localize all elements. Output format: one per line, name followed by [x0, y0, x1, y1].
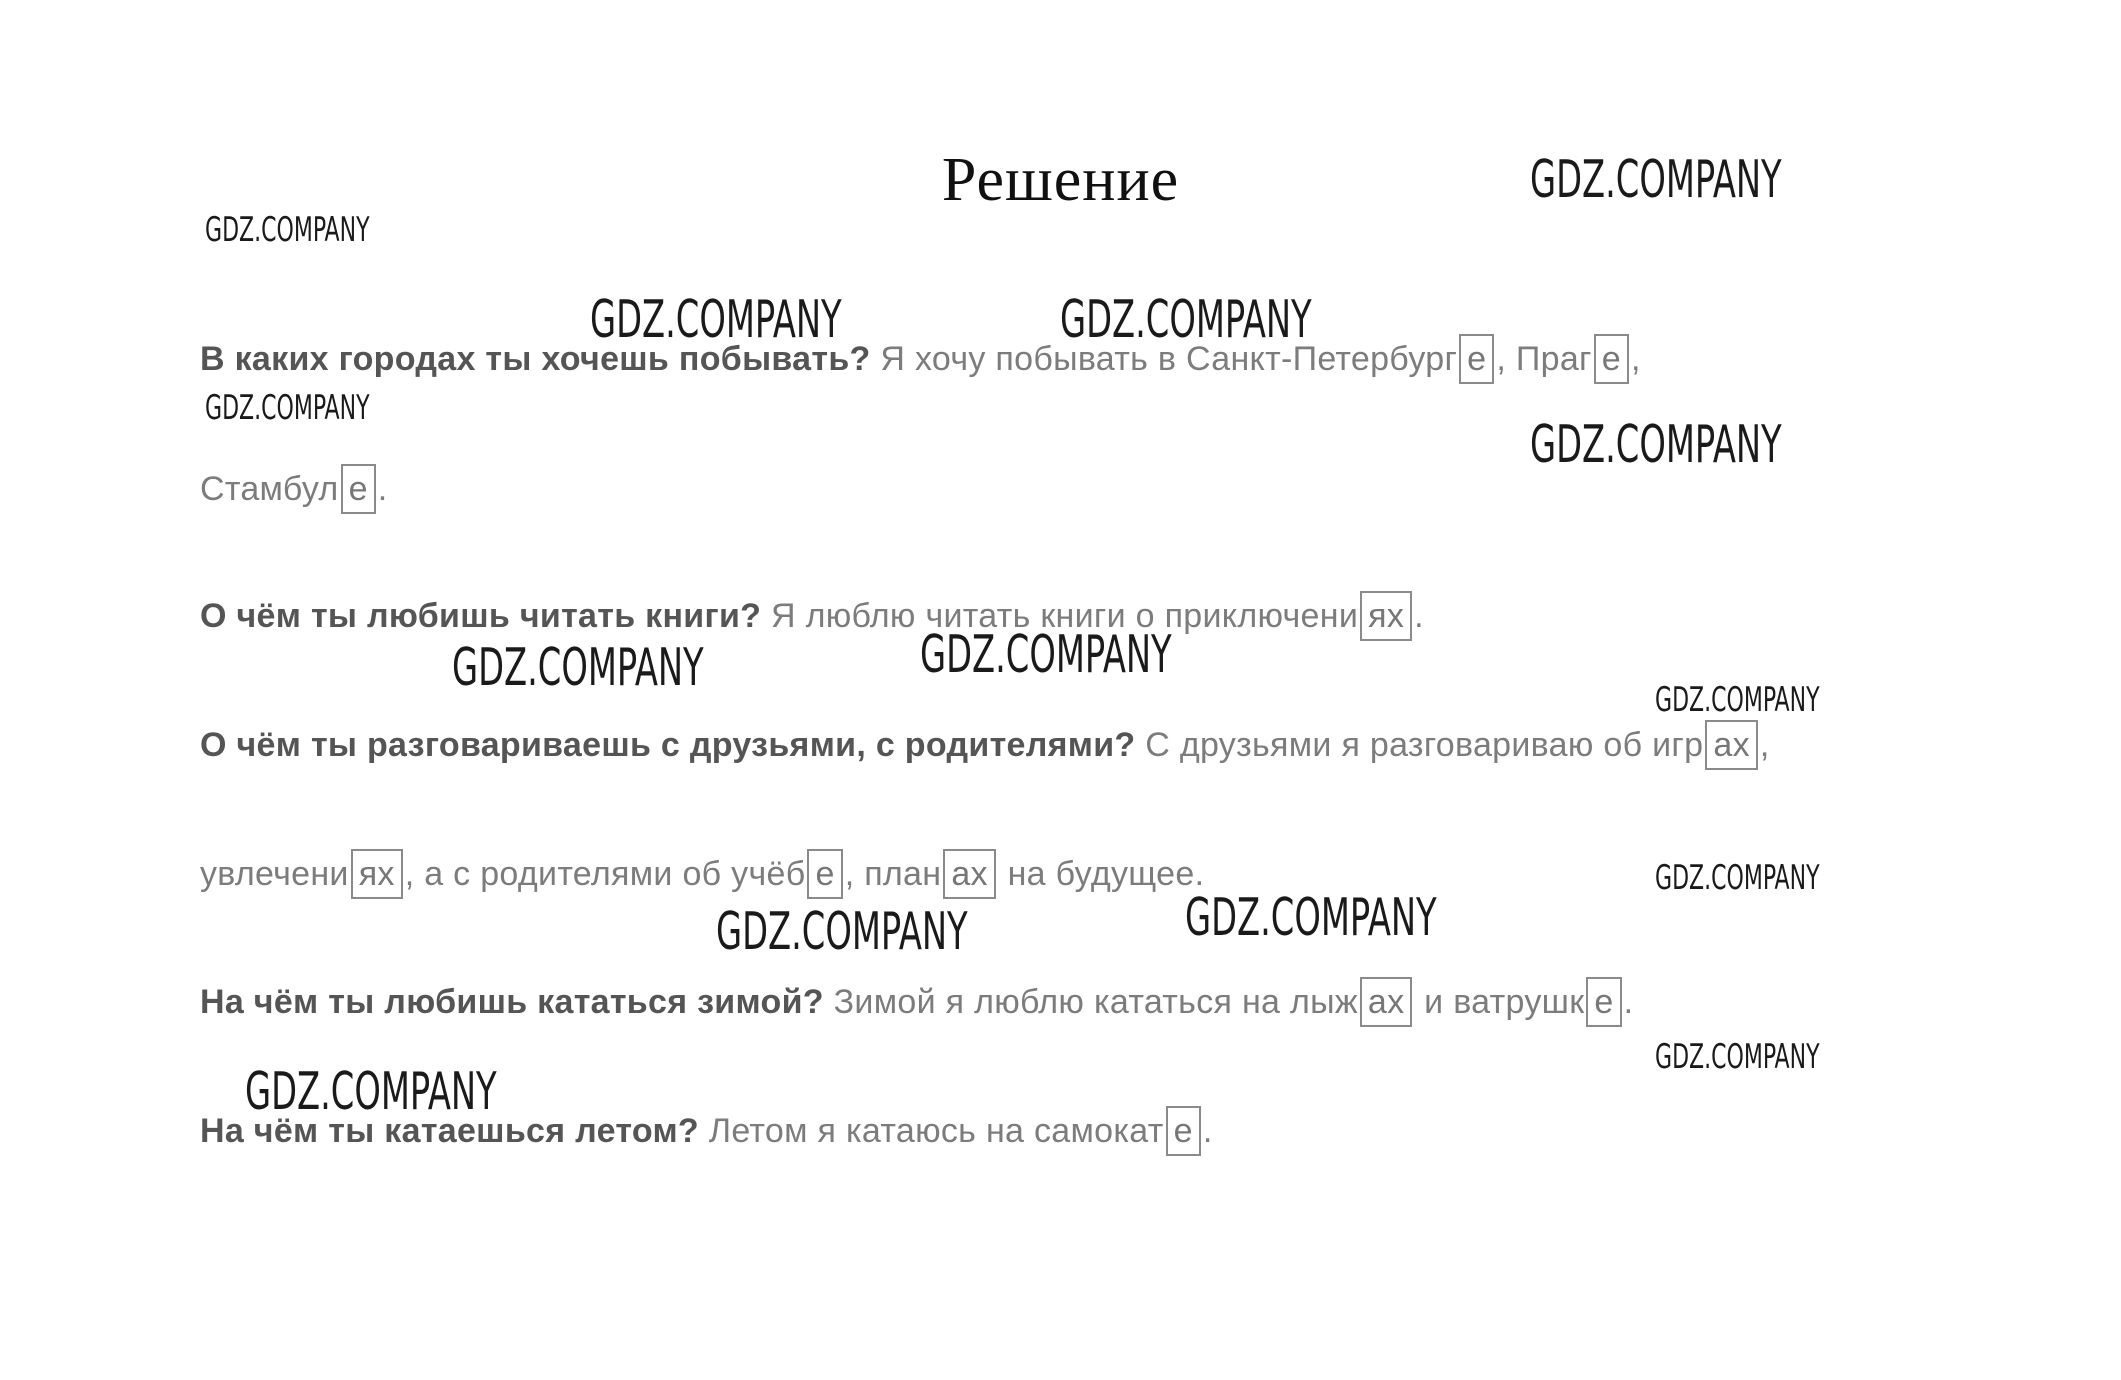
question-text: О чём ты разговариваешь с друзьями, с родителями? [200, 726, 1136, 764]
watermark: GDZ.COMPANY [1185, 888, 1437, 948]
answer-line-1 [200, 330, 1641, 388]
answer-text: Зимой я люблю кататься на лыж [823, 983, 1358, 1021]
answer-text: . [1623, 983, 1634, 1021]
watermark: GDZ.COMPANY [1530, 415, 1782, 475]
answer-text: . [1414, 597, 1424, 635]
answer-line-5 [200, 845, 1204, 903]
ending-box: ях [1360, 591, 1412, 641]
answer-text: . [377, 470, 388, 508]
watermark: GDZ.COMPANY [1655, 680, 1820, 720]
answer-line-6 [200, 973, 1633, 1031]
question-text: О чём ты любишь читать книги? [200, 597, 762, 635]
answer-text: , Праг [1496, 340, 1592, 378]
page-title: Решение [941, 146, 1180, 214]
watermark: GDZ.COMPANY [716, 902, 968, 962]
ending-box: ах [1360, 977, 1413, 1027]
answer-text: Стамбул [200, 470, 339, 508]
answer-text: Летом я катаюсь на самокат [698, 1112, 1164, 1150]
watermark: GDZ.COMPANY [245, 1062, 497, 1122]
answer-line-3 [200, 587, 1424, 645]
answer-line-2 [200, 460, 388, 518]
question-text: В каких городах ты хочешь побывать? [200, 340, 871, 378]
answer-text: Я люблю читать книги о приключени [761, 597, 1359, 635]
answer-text: Я хочу побывать в Санкт-Петербург [870, 340, 1458, 378]
watermark: GDZ.COMPANY [205, 210, 370, 250]
answer-line-4 [200, 716, 1770, 774]
watermark: GDZ.COMPANY [590, 290, 842, 350]
answer-text: увлечени [200, 855, 349, 893]
answer-text: , [1630, 340, 1641, 378]
ending-box: е [807, 849, 842, 899]
ending-box: е [341, 464, 376, 514]
answer-text: С друзьями я разговариваю об игр [1135, 726, 1704, 764]
ending-box: е [1594, 334, 1629, 384]
answer-text: на будущее. [997, 855, 1205, 893]
ending-box: ах [943, 849, 996, 899]
ending-box: е [1459, 334, 1494, 384]
answer-text: . [1202, 1112, 1213, 1150]
ending-box: ах [1705, 720, 1758, 770]
watermark: GDZ.COMPANY [1530, 150, 1782, 210]
answer-text: , а с родителями об учёб [404, 855, 806, 893]
watermark: GDZ.COMPANY [1655, 1037, 1820, 1077]
answer-text: , [1759, 726, 1770, 764]
answer-text: и ватрушк [1414, 983, 1585, 1021]
answer-text: , план [844, 855, 942, 893]
ending-box: е [1586, 977, 1621, 1027]
ending-box: е [1166, 1106, 1201, 1156]
watermark: GDZ.COMPANY [1060, 290, 1312, 350]
watermark: GDZ.COMPANY [920, 625, 1172, 685]
question-text: На чём ты катаешься летом? [200, 1112, 699, 1150]
watermark: GDZ.COMPANY [452, 638, 704, 698]
question-text: На чём ты любишь кататься зимой? [200, 983, 824, 1021]
watermark: GDZ.COMPANY [1655, 858, 1820, 898]
ending-box: ях [351, 849, 403, 899]
watermark: GDZ.COMPANY [205, 388, 370, 428]
